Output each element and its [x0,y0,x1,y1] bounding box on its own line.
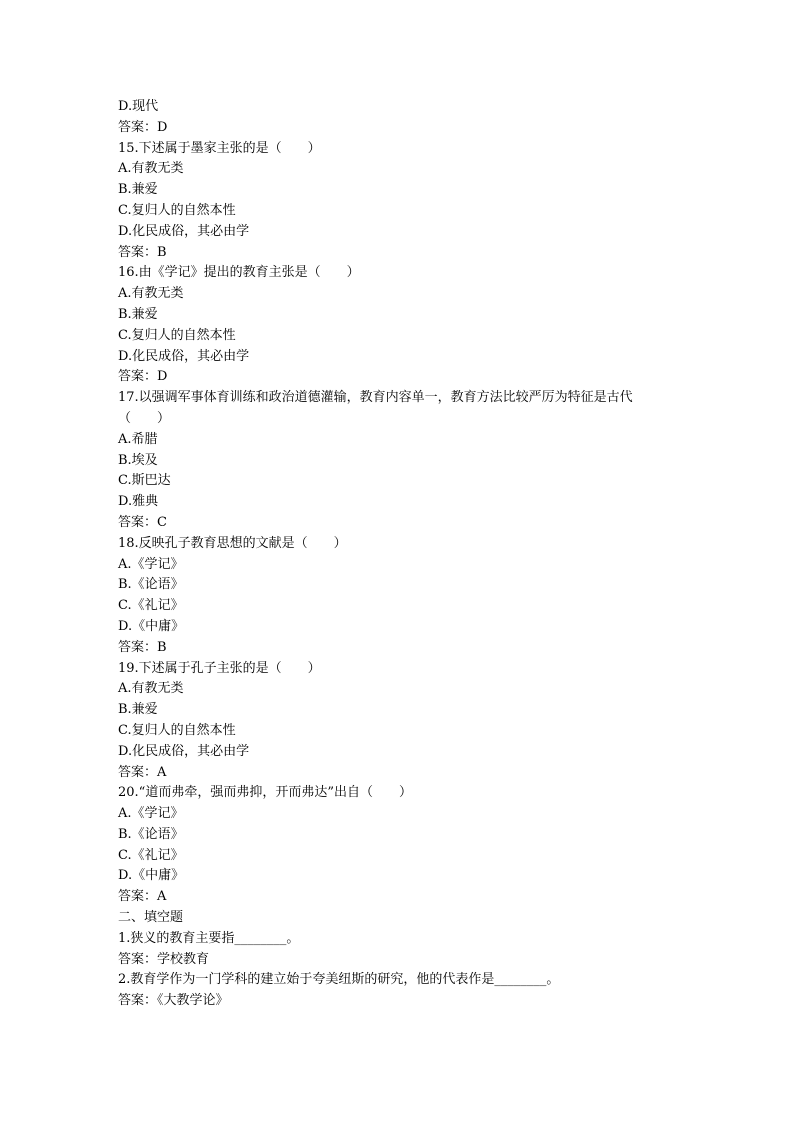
answer: 答案：学校教育 [118,951,210,967]
option-b: B.兼爱 [118,702,158,718]
option-d: D.《中庸》 [118,618,185,634]
answer: 答案：C [118,514,167,530]
question-18: 18.反映孔子教育思想的文献是（ ） [118,535,347,551]
question-17: 17.以强调军事体育训练和政治道德灌输，教育内容单一，教育方法比较严厉为特征是古代 [118,390,633,406]
option-a: A.有教无类 [118,161,184,177]
option-b: B.《论语》 [118,826,184,842]
option-a: A.有教无类 [118,286,184,302]
answer: 答案：A [118,764,167,780]
answer: 答案：《大教学论》 [118,993,229,1009]
question-15: 15.下述属于墨家主张的是（ ） [118,140,321,156]
answer: 答案：B [118,639,167,655]
option-b: B.埃及 [118,452,158,468]
option-c: C.斯巴达 [118,473,171,489]
answer: 答案：D [118,369,168,385]
question-16: 16.由《学记》提出的教育主张是（ ） [118,265,360,281]
option-a: A.希腊 [118,431,158,447]
option-d: D.化民成俗，其必由学 [118,743,250,759]
option-c: C.复归人的自然本性 [118,327,236,343]
option-b: B.《论语》 [118,577,184,593]
option-c: C.《礼记》 [118,598,184,614]
answer: 答案：A [118,889,167,905]
option-d: D.化民成俗，其必由学 [118,223,250,239]
option-d: D.化民成俗，其必由学 [118,348,250,364]
option-d: D.《中庸》 [118,868,185,884]
option-c: C.复归人的自然本性 [118,722,236,738]
option-d: D.现代 [118,99,159,114]
answer: 答案：D [118,119,168,135]
option-b: B.兼爱 [118,306,158,322]
question-20: 20.“道而弗牵，强而弗抑，开而弗达”出自（ ） [118,785,412,801]
option-a: A.有教无类 [118,681,184,697]
question-19: 19.下述属于孔子主张的是（ ） [118,660,321,676]
fill-question-2: 2.教育学作为一门学科的建立始于夸美纽斯的研究，他的代表作是________。 [118,972,560,988]
answer: 答案：B [118,244,167,260]
option-c: C.《礼记》 [118,847,184,863]
option-a: A.《学记》 [118,556,184,572]
question-17-blank: （ ） [118,410,171,426]
fill-question-1: 1.狭义的教育主要指________。 [118,930,300,946]
section-heading: 二、填空题 [118,910,184,926]
option-b: B.兼爱 [118,182,158,198]
option-c: C.复归人的自然本性 [118,202,236,218]
option-d: D.雅典 [118,494,159,510]
document-body [118,97,688,1012]
option-a: A.《学记》 [118,806,184,822]
